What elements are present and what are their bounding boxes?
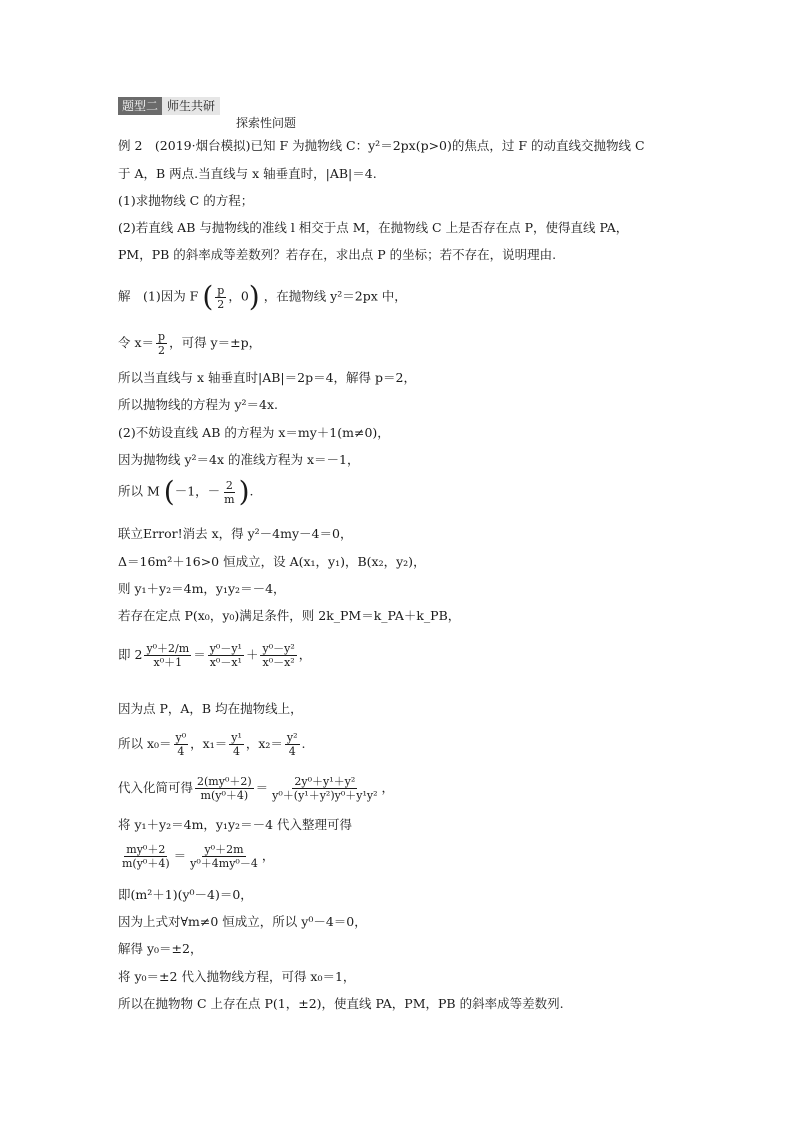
- solution-line-13: 联立Error!消去 x，得 y²－4my－4＝0，: [118, 526, 353, 541]
- question-part-2-line-1: (2)若直线 AB 与抛物线的准线 l 相交于点 M，在抛物线 C 上是否存在点 P，使得直线 PA，: [118, 220, 629, 235]
- solution-conclusion: 所以在抛物物 C 上存在点 P(1，±2)，使直线 PA，PM，PB 的斜率成等差数列.: [118, 996, 564, 1011]
- fraction: $\frac{\text{2y⁰＋y¹＋y²}}{\text{y⁰＋(y¹＋y²)y⁰＋y¹y²}}$: [272, 775, 378, 802]
- example-line-1: 例 2 (2019·烟台模拟)已知 F 为抛物线 C：y²＝2px(p>0)的焦点，过 F 的动直线交抛物线 C: [118, 138, 645, 153]
- solution-line-8: 所以当直线与 x 轴垂直时|AB|＝2p＝4，解得 p＝2，: [118, 370, 416, 385]
- solution-line-let-x: 令 x＝ $\frac{p}{2}$ ，可得 y＝±p，: [118, 330, 262, 357]
- solution-line-18: 因为点 P，A，B 均在抛物线上，: [118, 701, 303, 716]
- question-part-2-line-2: PM，PB 的斜率成等差数列？若存在，求出点 P 的坐标；若不存在，说明理由.: [118, 247, 557, 262]
- example-line-2: 于 A，B 两点.当直线与 x 轴垂直时，|AB|＝4.: [118, 166, 377, 181]
- solution-line-11: 因为抛物线 y²＝4x 的准线方程为 x＝－1，: [118, 452, 360, 467]
- fraction: $\frac{\text{2(my⁰＋2)}}{\text{m(y⁰＋4)}}$: [197, 775, 252, 802]
- solution-line-21: 将 y₁＋y₂＝4m，y₁y₂＝－4 代入整理可得: [118, 817, 352, 832]
- question-part-1: (1)求抛物线 C 的方程；: [118, 193, 254, 208]
- fraction: $\frac{p}{2}$: [158, 330, 166, 357]
- fraction: $\frac{\text{y⁰＋2/m}}{\text{x⁰＋1}}$: [146, 642, 190, 669]
- fraction: $\frac{p}{2}$: [217, 283, 225, 311]
- study-mode-label: 师生共研: [162, 97, 220, 115]
- solution-line-26: 将 y₀＝±2 代入抛物线方程，可得 x₀＝1，: [118, 969, 356, 984]
- solution-line-9: 所以抛物线的方程为 y²＝4x.: [118, 397, 279, 412]
- solution-line-focus: 解 (1)因为 F ( $\frac{p}{2}$ ，0) ，在抛物线 y²＝2px 中，: [118, 280, 407, 313]
- solution-line-24: 因为上式对∀m≠0 恒成立，所以 y⁰－4＝0，: [118, 914, 367, 929]
- section-title: 探索性问题: [236, 116, 297, 130]
- fraction: $\frac{\text{y²}}{4}$: [286, 731, 298, 758]
- solution-line-10: (2)不妨设直线 AB 的方程为 x＝my＋1(m≠0)，: [118, 425, 390, 440]
- solution-line-25: 解得 y₀＝±2，: [118, 941, 203, 956]
- fraction: $\frac{\text{y⁰－y¹}}{\text{x⁰－x¹}}$: [209, 642, 242, 669]
- fraction: $\frac{\text{y⁰＋2m}}{\text{y⁰＋4my⁰－4}}$: [190, 843, 258, 870]
- solution-line-point-m: 所以 M (－1，－ $\frac{2}{m}$ ).: [118, 475, 254, 508]
- fraction: $\frac{\text{y⁰}}{4}$: [175, 731, 187, 758]
- question-type-badge: 题型二: [118, 97, 162, 115]
- solution-line-16: 若存在定点 P(x₀，y₀)满足条件，则 2k_PM＝k_PA＋k_PB，: [118, 608, 461, 623]
- fraction: $\frac{\text{y⁰－y²}}{\text{x⁰－x²}}$: [262, 642, 295, 669]
- solution-line-14: Δ＝16m²＋16>0 恒成立，设 A(x₁，y₁)，B(x₂，y₂)，: [118, 554, 426, 569]
- fraction: $\frac{\text{y¹}}{4}$: [231, 731, 242, 758]
- solution-line-slope-equation: 即 2 $\frac{\text{y⁰＋2/m}}{\text{x⁰＋1}}$ ＝ $\frac{\text{y⁰－y¹}}{\text{x⁰－x¹}}$ ＋ $\frac{\text{y⁰－y²}}{\text{x⁰－x²}}$ ，: [118, 642, 312, 669]
- solution-line-x-values: 所以 x₀＝ $\frac{\text{y⁰}}{4}$ ，x₁＝ $\frac{\text{y¹}}{4}$ ，x₂＝ $\frac{\text{y²}}{4}$ .: [118, 731, 306, 758]
- solution-line-23: 即(m²＋1)(y⁰－4)＝0，: [118, 887, 253, 902]
- solution-line-simplified: 代入化简可得 $\frac{\text{2(my⁰＋2)}}{\text{m(y⁰＋4)}}$ ＝ $\frac{\text{2y⁰＋y¹＋y²}}{\text{y⁰＋(y¹＋y²)y⁰＋y¹y²}}$ ，: [118, 775, 395, 802]
- solution-line-substituted: $\frac{\text{my⁰＋2}}{\text{m(y⁰＋4)}}$ ＝ $\frac{\text{y⁰＋2m}}{\text{y⁰＋4my⁰－4}}$ ，: [122, 843, 275, 870]
- fraction: $\frac{2}{m}$: [224, 478, 235, 506]
- fraction: $\frac{\text{my⁰＋2}}{\text{m(y⁰＋4)}}$: [122, 843, 170, 870]
- section-header: [118, 97, 220, 115]
- solution-line-15: 则 y₁＋y₂＝4m，y₁y₂＝－4，: [118, 581, 286, 596]
